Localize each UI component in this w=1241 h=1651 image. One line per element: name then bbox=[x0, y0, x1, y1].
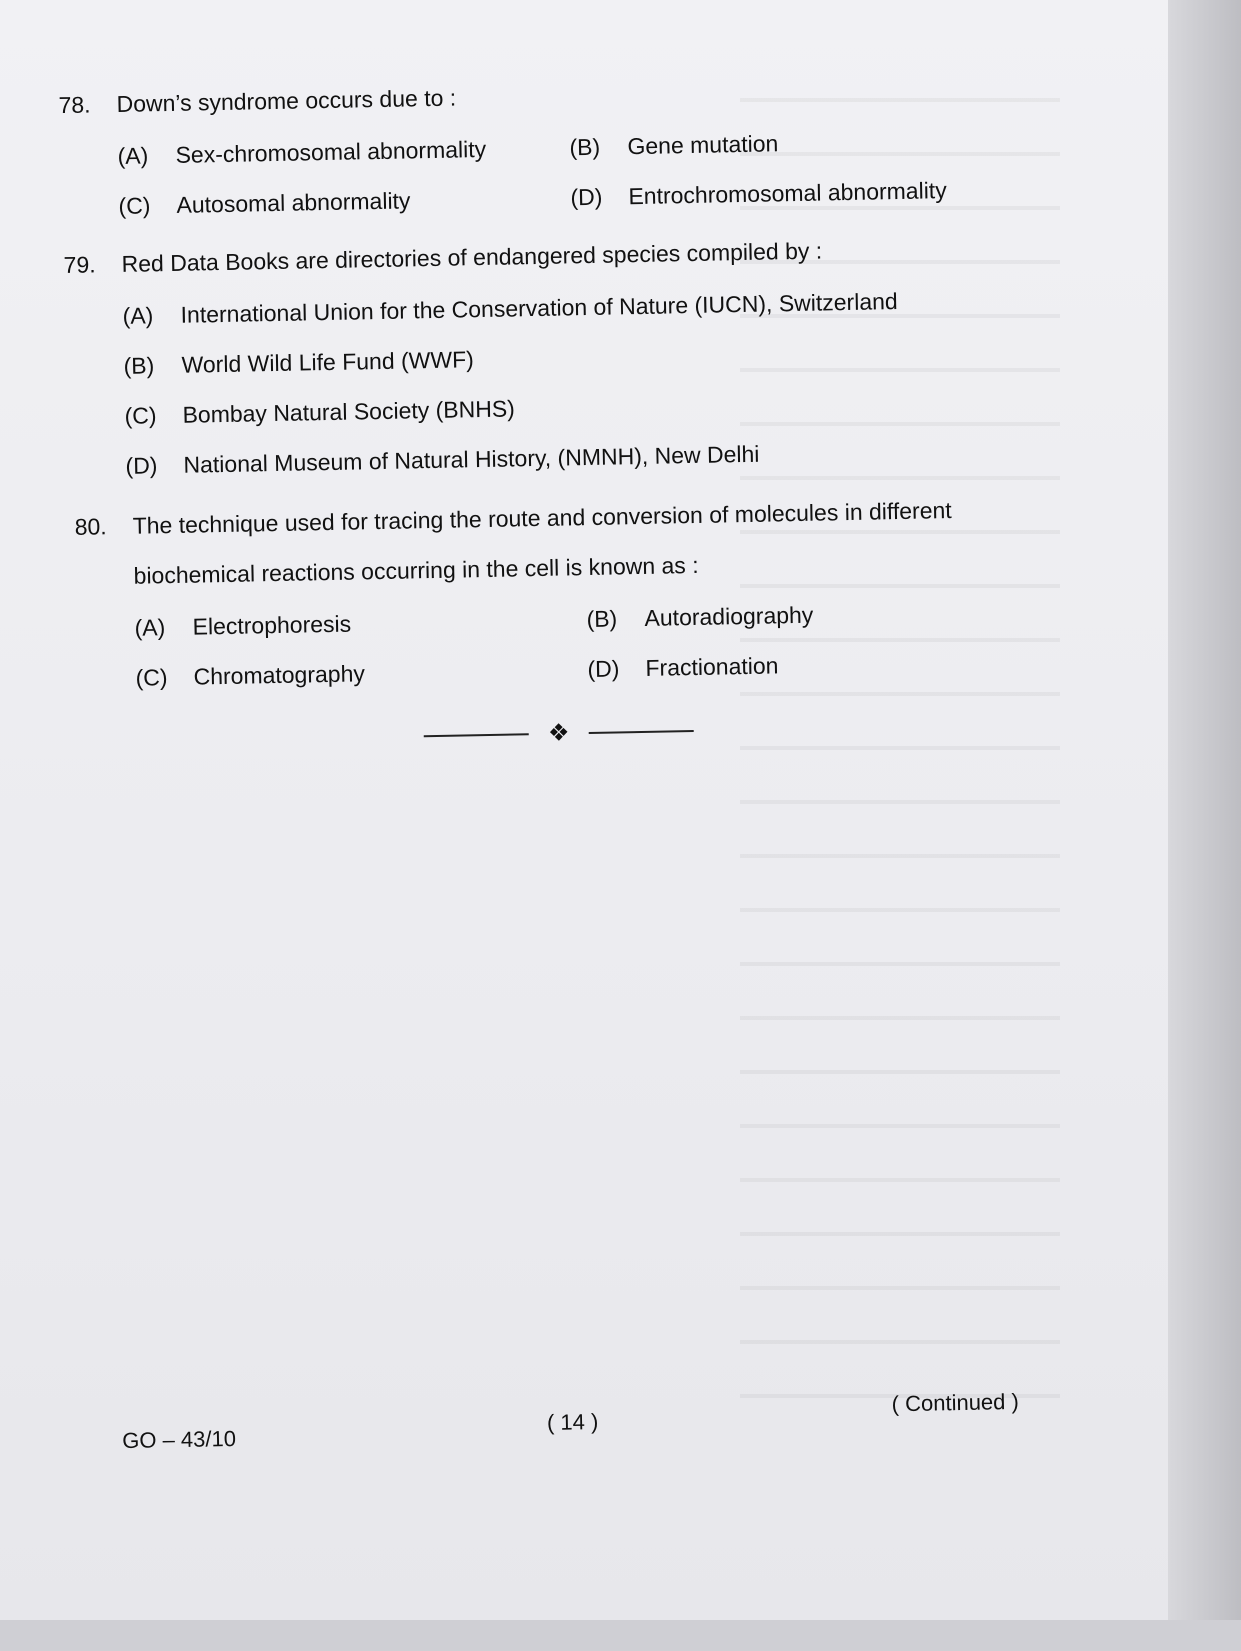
continued-label: ( Continued ) bbox=[891, 1388, 1020, 1417]
question-text: Down’s syndrome occurs due to : bbox=[116, 84, 457, 117]
question-80-option-c bbox=[135, 659, 365, 691]
option-label: (D) bbox=[587, 655, 620, 683]
option-text: Chromatography bbox=[193, 660, 366, 690]
question-number: 78. bbox=[58, 91, 91, 119]
option-label: (A) bbox=[122, 302, 154, 329]
option-text: Gene mutation bbox=[627, 130, 779, 160]
question-79-option-b bbox=[123, 345, 474, 380]
option-label: (B) bbox=[586, 605, 618, 633]
option-label: (C) bbox=[124, 402, 157, 429]
question-78-option-d bbox=[570, 176, 947, 211]
option-text: World Wild Life Fund (WWF) bbox=[181, 346, 474, 378]
question-78-option-b bbox=[569, 129, 778, 161]
question-80-option-a bbox=[134, 610, 351, 642]
option-label: (D) bbox=[570, 183, 603, 211]
option-label: (B) bbox=[569, 133, 601, 161]
option-label: (B) bbox=[123, 352, 155, 379]
option-label: (C) bbox=[118, 192, 151, 219]
question-78-stem bbox=[58, 83, 456, 119]
option-text: Sex-chromosomal abnormality bbox=[175, 135, 487, 168]
question-80-option-b bbox=[586, 601, 813, 633]
divider-rule-left bbox=[424, 733, 529, 737]
divider-rule-right bbox=[589, 730, 694, 734]
question-80-option-d bbox=[587, 651, 778, 683]
scan-edge-bottom bbox=[0, 1620, 1241, 1651]
question-79-stem bbox=[63, 236, 822, 279]
option-text: National Museum of Natural History, (NMNH), New Delhi bbox=[183, 440, 760, 478]
question-78-option-a bbox=[117, 135, 486, 170]
option-text: Electrophoresis bbox=[192, 610, 352, 640]
question-78-option-c bbox=[118, 186, 410, 220]
question-number: 80. bbox=[74, 513, 107, 540]
paper-code: GO – 43/10 bbox=[121, 1425, 237, 1454]
diamond-ornament-icon: ❖ bbox=[547, 719, 570, 747]
question-80-stem bbox=[74, 496, 952, 541]
question-number: 79. bbox=[63, 251, 96, 279]
option-text: Entrochromosomal abnormality bbox=[628, 177, 947, 210]
option-text: Autoradiography bbox=[644, 601, 814, 631]
question-text: Red Data Books are directories of endangered species compiled by : bbox=[121, 237, 823, 277]
option-text: International Union for the Conservation of Nature (IUCN), Switzerland bbox=[180, 288, 898, 328]
option-text: Fractionation bbox=[645, 652, 779, 681]
question-79-option-d bbox=[125, 440, 759, 480]
question-79-option-a bbox=[122, 287, 898, 330]
question-text: The technique used for tracing the route and conversion of molecules in different bbox=[132, 497, 952, 539]
question-79-option-c bbox=[124, 394, 515, 429]
option-label: (A) bbox=[134, 614, 166, 641]
question-80-stem-continuation: biochemical reactions occurring in the cell is known as : bbox=[133, 551, 699, 589]
option-text: Bombay Natural Society (BNHS) bbox=[182, 395, 516, 428]
page-number: ( 14 ) bbox=[546, 1408, 599, 1435]
option-label: (A) bbox=[117, 142, 149, 169]
option-label: (D) bbox=[125, 452, 158, 479]
option-text: Autosomal abnormality bbox=[176, 187, 411, 218]
section-divider bbox=[424, 719, 694, 748]
option-label: (C) bbox=[135, 664, 168, 691]
scan-edge-right bbox=[1168, 0, 1241, 1651]
